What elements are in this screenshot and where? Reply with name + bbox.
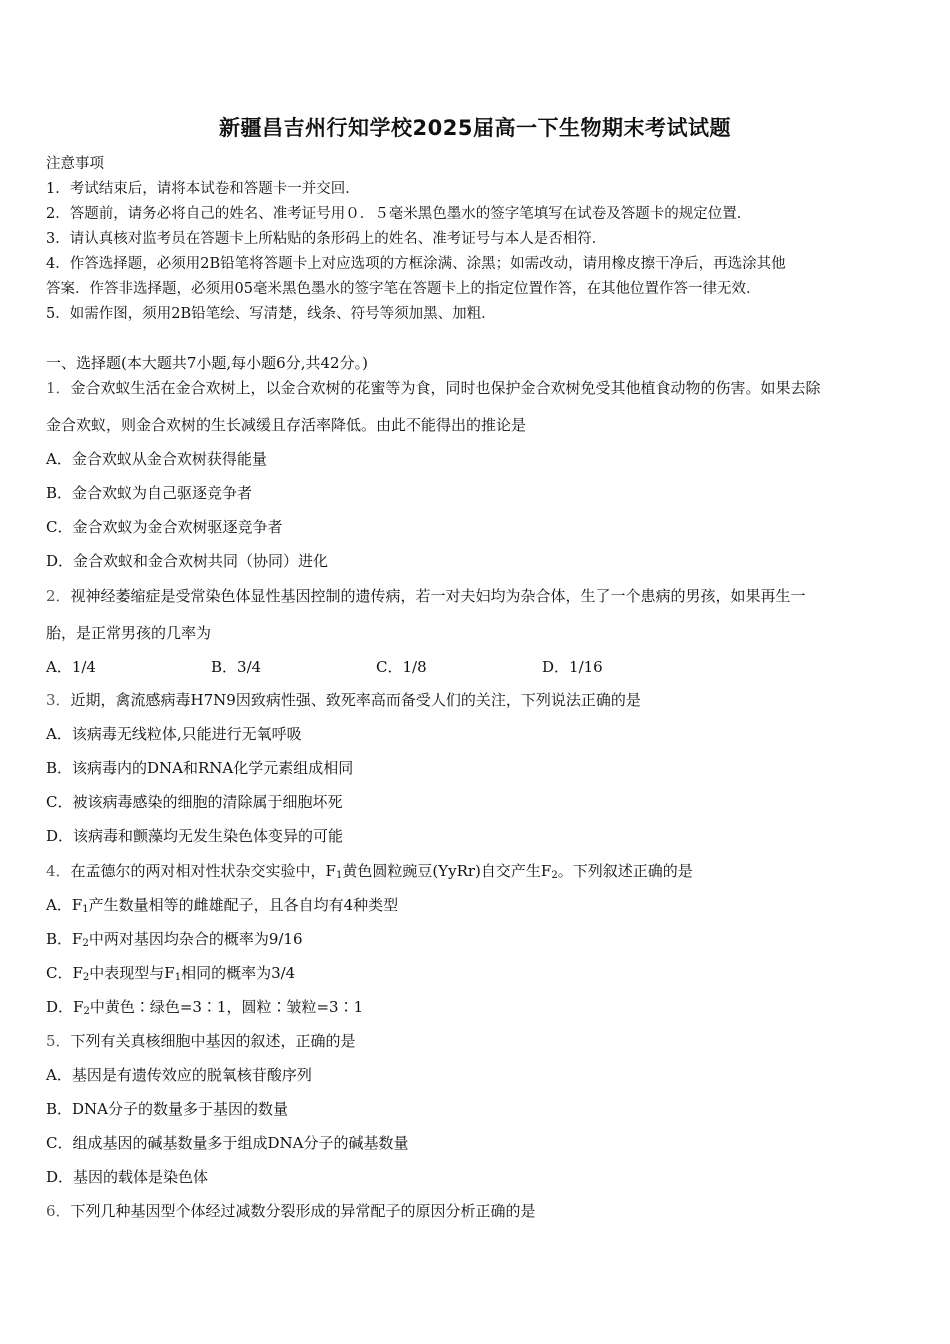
question-text: 下列有关真核细胞中基因的叙述，正确的是 (70, 1032, 356, 1050)
option-text: 中表现型与F (89, 964, 175, 982)
notice-line: 5．如需作图，须用2B铅笔绘、写清楚，线条、符号等须加黑、加粗． (46, 306, 496, 322)
option-d: D．金合欢蚁和金合欢树共同（协同）进化 (46, 552, 329, 570)
notice-line: 1．考试结束后，请将本试卷和答题卡一并交回． (46, 181, 360, 197)
question-text: 。下列叙述正确的是 (557, 862, 693, 880)
option-a: A．金合欢蚁从金合欢树获得能量 (46, 450, 267, 468)
option-d: D．1/16 (542, 658, 603, 676)
question-text: 下列几种基因型个体经过减数分裂形成的异常配子的原因分析正确的是 (70, 1202, 536, 1220)
subscript: 1 (335, 870, 343, 881)
question-number: 6． (46, 1202, 71, 1220)
option-d: D．该病毒和颤藻均无发生染色体变异的可能 (46, 827, 344, 845)
subscript: 2 (83, 1006, 90, 1017)
question-text: 近期，禽流感病毒H7N9因致病性强、致死率高而备受人们的关注，下列说法正确的是 (70, 691, 641, 709)
question-number: 2． (46, 587, 71, 605)
page-title: 新疆昌吉州行知学校2025届高一下生物期末考试试题 (219, 116, 731, 140)
question-number: 4． (46, 862, 71, 880)
question-stem (46, 689, 641, 710)
question-stem (46, 860, 693, 881)
subscript: 2 (82, 938, 89, 949)
subscript: 1 (82, 904, 89, 915)
option-b: B．该病毒内的DNA和RNA化学元素组成相同 (46, 759, 354, 777)
option-c: C．被该病毒感染的细胞的清除属于细胞坏死 (46, 793, 343, 811)
option-b: B．DNA分子的数量多于基因的数量 (46, 1100, 289, 1118)
question-text: 在孟德尔的两对相对性状杂交实验中，F (70, 862, 336, 880)
question-number: 1． (46, 379, 71, 397)
option-a: A．1/4 (46, 658, 96, 676)
question-number: 3． (46, 691, 71, 709)
option-c: C．组成基因的碱基数量多于组成DNA分子的碱基数量 (46, 1134, 409, 1152)
notice-line: 答案．作答非选择题，必须用05毫米黑色墨水的签字笔在答题卡上的指定位置作答，在其他位置作答一律无效． (46, 281, 761, 297)
notice-line: 2．答题前，请务必将自己的姓名、准考证号用０．５毫米黑色墨水的签字笔填写在试卷及答题卡的规定位置． (46, 206, 752, 222)
subscript: 2 (551, 870, 558, 881)
option-text: 中两对基因均杂合的概率为9/16 (88, 930, 303, 948)
section-heading: 一、选择题(本大题共7小题,每小题6分,共42分。) (46, 354, 368, 372)
subscript: 1 (174, 972, 182, 983)
question-stem (46, 1200, 536, 1221)
option-d: D．基因的载体是染色体 (46, 1168, 209, 1186)
option-text: 产生数量相等的雌雄配子，且各自均有4种类型 (88, 896, 399, 914)
question-text: 视神经萎缩症是受常染色体显性基因控制的遗传病，若一对夫妇均为杂合体，生了一个患病的男孩，如果再生一 (70, 587, 806, 605)
option-text: B．F (46, 930, 83, 948)
option-b: B．金合欢蚁为自己驱逐竞争者 (46, 484, 253, 502)
option-text: 中黄色∶绿色=3∶1，圆粒∶皱粒=3∶1 (89, 998, 364, 1016)
option-a (46, 894, 398, 915)
option-text: D．F (46, 998, 84, 1016)
question-number: 5． (46, 1032, 71, 1050)
question-text: 金合欢蚁，则金合欢树的生长减缓且存活率降低。由此不能得出的推论是 (46, 416, 527, 434)
question-text: 黄色圆粒豌豆(YyRr)自交产生F (342, 862, 552, 880)
notice-heading: 注意事项 (46, 156, 104, 172)
option-c: C．金合欢蚁为金合欢树驱逐竞争者 (46, 518, 283, 536)
question-stem (46, 1030, 356, 1051)
option-text: A．F (46, 896, 83, 914)
option-b: B．3/4 (211, 658, 262, 676)
option-d (46, 996, 363, 1017)
option-a: A．该病毒无线粒体,只能进行无氧呼吸 (46, 725, 302, 743)
option-c (46, 962, 295, 983)
option-text: 相同的概率为3/4 (181, 964, 296, 982)
subscript: 2 (82, 972, 90, 983)
option-a: A．基因是有遗传效应的脱氧核苷酸序列 (46, 1066, 312, 1084)
question-stem (46, 585, 806, 606)
question-text: 金合欢蚁生活在金合欢树上，以金合欢树的花蜜等为食，同时也保护金合欢树免受其他植食动物的伤害。如果去除 (70, 379, 821, 397)
notice-line: 4．作答选择题，必须用2B铅笔将答题卡上对应选项的方框涂满、涂黑；如需改动，请用橡皮擦干净后，再选涂其他 (46, 256, 786, 272)
option-b (46, 928, 303, 949)
option-c: C．1/8 (376, 658, 427, 676)
notice-line: 3．请认真核对监考员在答题卡上所粘贴的条形码上的姓名、准考证号与本人是否相符． (46, 231, 607, 247)
question-text: 胎，是正常男孩的几率为 (46, 624, 212, 642)
question-stem (46, 377, 821, 398)
option-text: C．F (46, 964, 83, 982)
